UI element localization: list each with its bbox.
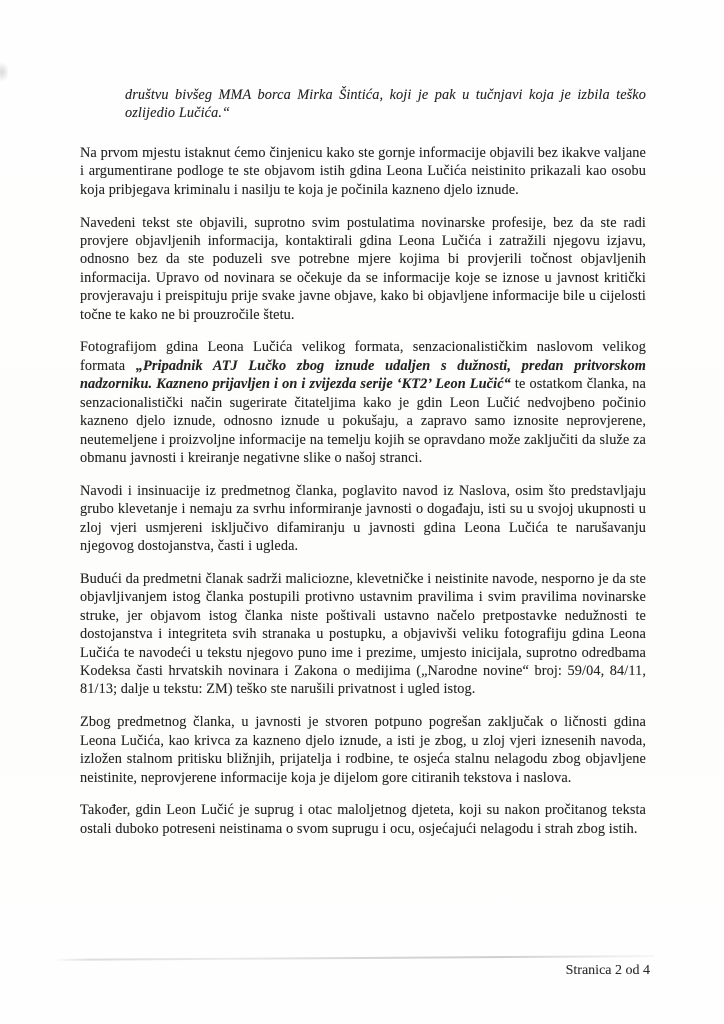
paragraph-4: Navodi i insinuacije iz predmetnog članka, poglavito navod iz Naslova, osim što predstavljaju grubo klevetanje i nemaju za svrhu informiranje javnosti o događaju, isti su u svojoj ukupnosti u zloj vjeri usmjereni isključivo difamiranju u javnosti gdina Leona Lučića te narušavanju njegovog dostojanstva, časti i ugleda. (80, 482, 646, 555)
quoted-article-excerpt: društvu bivšeg MMA borca Mirka Šintića, koji je pak u tučnjavi koja je izbila teško ozlijedio Lučića.“ (125, 87, 646, 122)
page-number: Stranica 2 od 4 (565, 963, 650, 978)
scan-crease-line (54, 955, 654, 961)
paragraph-6: Zbog predmetnog članka, u javnosti je stvoren potpuno pogrešan zaključak o ličnosti gdina Leona Lučića, kao krivca za kazneno djelo iznude, a isti je zbog, u zloj vjeri iznesenih navoda, izložen stalnom pritisku bližnjih, prijatelja i rodbine, te osjeća stalnu nelagodu zbog objavljene neistinite, neprovjerene informacije koja je dijelom gore citiranih tekstova i naslova. (80, 714, 646, 786)
paragraph-3 (80, 338, 646, 467)
paragraph-3-lead: Fotografijom gdina Leona Lučića velikog formata, senzacionalističkim naslovom velikog formata (80, 339, 646, 374)
letter-body (80, 86, 646, 853)
paragraph-2: Navedeni tekst ste objavili, suprotno svim postulatima novinarske profesije, bez da ste radi provjere objavljenih informacija, kontaktirali gdina Leona Lučića i zatražili njegovu izjavu, odnosno bez da ste poduzeli sve potrebne mjere kojima bi provjerili točnost objavljenih informacija. Upravo od novinara se očekuje da se informacije koje se iznose u javnost kritički provjeravaju i preispituju prije svake javne objave, kako bi objavljene informacije bile u cijelosti točne te kako ne bi prouzročile štetu. (80, 214, 646, 323)
paragraph-7: Također, gdin Leon Lučić je suprug i otac maloljetnog djeteta, koji su nakon pročitanog teksta ostali duboko potreseni neistinama o svom suprugu i ocu, osjećajući nelagodu i strah zbog istih. (80, 802, 646, 837)
paragraph-5: Budući da predmetni članak sadrži maliciozne, klevetničke i neistinite navode, nesporno je da ste objavljivanjem istog članka postupili protivno ustavnim pravilima i svim pravilima novinarske struke, jer objavom istog članka niste poštivali ustavno načelo pretpostavke nedužnosti te dostojanstva i integriteta svih stranaka u postupku, a objavivši veliku fotografiju gdina Leona Lučića te navodeći u tekstu njegovo puno ime i prezime, umjesto inicijala, suprotno odredbama Kodeksa časti hrvatskih novinara i Zakona o medijima („Narodne novine“ broj: 59/04, 84/11, 81/13; dalje u tekstu: ZM) teško ste narušili privatnost i ugled istog. (80, 570, 646, 698)
paragraph-1: Na prvom mjestu istaknut ćemo činjenicu kako ste gornje informacije objavili bez ikakve valjane i argumentirane podloge te ste objavom istih gdina Leona Lučića neistinito prikazali kao osobu koja pribjegava kriminalu i nasilju te koja je počinila kazneno djelo iznude. (80, 144, 646, 198)
scan-artifact-smudge (0, 62, 9, 82)
article-headline-quote: „Pripadnik ATJ Lučko zbog iznude udaljen s dužnosti, predan pritvorskom nadzorniku. Kazneno prijavljen i on i zvijezda serije ‘KT2’ Leon Lučić“ (80, 357, 646, 393)
paragraph-3-tail: te ostatkom članka, na senzacionalistički način sugerirate čitateljima kako je gdin Leon Lučić nedvojbeno počinio kazneno djelo iznude, odnosno iznude u pokušaju, a zapravo samo iznosite neprovjerene, neutemeljene i proizvoljne informacije na temelju kojih se opravdano može zaključiti da služe za obmanu javnosti i kreiranje negativne slike o našoj stranci. (80, 376, 646, 466)
